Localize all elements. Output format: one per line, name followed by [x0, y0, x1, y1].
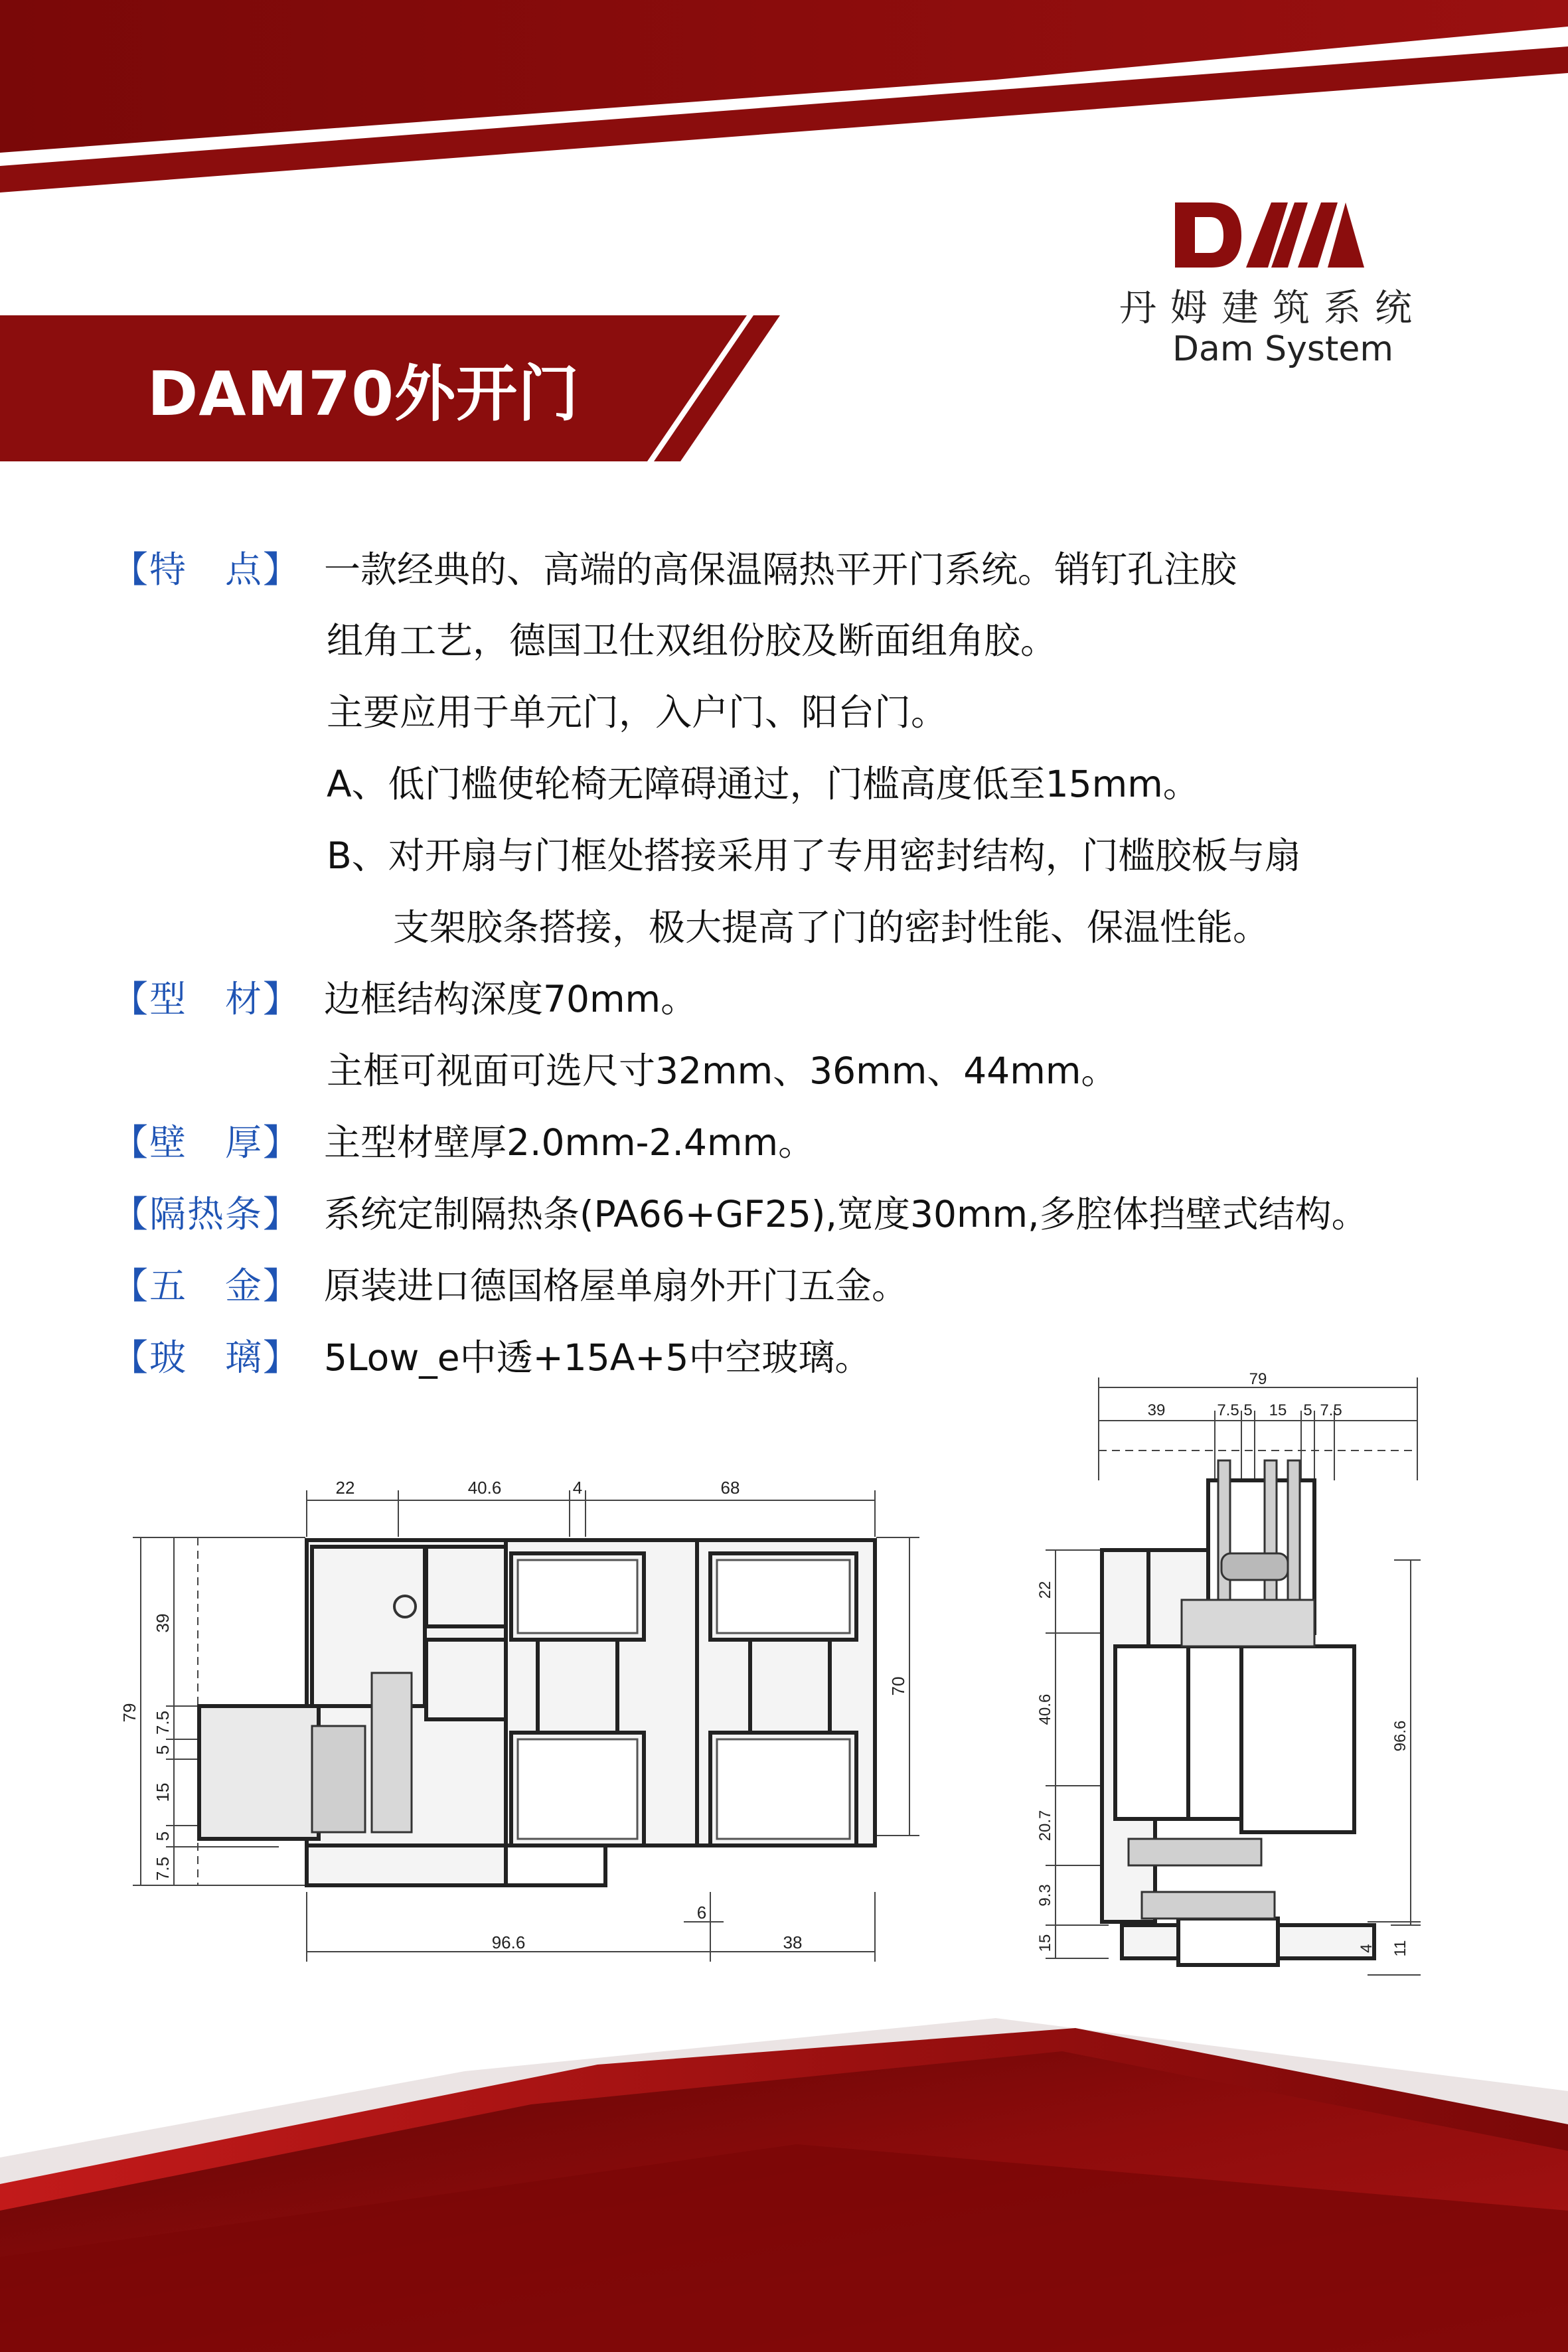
dim-left-79: 79 — [119, 1703, 139, 1723]
feature-row-wu-jin — [112, 1264, 908, 1308]
label-te-dian: 【特 点】 — [112, 548, 301, 591]
dim-right-top-7-5a: 7.5 — [1217, 1401, 1239, 1419]
dim-top-40-6: 40.6 — [467, 1478, 502, 1498]
logo-english-name: Dam System — [1172, 329, 1393, 369]
logo-chinese-name: 丹姆建筑系统 — [1119, 287, 1426, 330]
dim-left-15: 15 — [153, 1782, 173, 1802]
label-wu-jin: 【五 金】 — [112, 1265, 301, 1307]
dim-bottom-38: 38 — [783, 1932, 803, 1952]
te-dian-line-1: 一款经典的、高端的高保温隔热平开门系统。销钉孔注胶 — [324, 548, 1237, 591]
label-xing-cai: 【型 材】 — [112, 978, 301, 1020]
wu-jin-text: 原装进口德国格屋单扇外开门五金。 — [324, 1265, 909, 1307]
dim-right-left-15: 15 — [1036, 1934, 1054, 1952]
label-bi-hou: 【壁 厚】 — [112, 1121, 301, 1164]
ge-re-tiao-text: 系统定制隔热条(PA66+GF25),宽度30mm,多腔体挡壁式结构。 — [324, 1193, 1368, 1235]
dim-left-5a: 5 — [153, 1745, 173, 1755]
te-dian-line-5: B、对开扇与门框处搭接采用了专用密封结构，门槛胶板与扇 — [327, 834, 1301, 877]
right-section-drawing — [1036, 1361, 1434, 1985]
dim-left-7-5a: 7.5 — [153, 1710, 173, 1735]
te-dian-line-4: A、低门槛使轮椅无障碍通过，门槛高度低至15mm。 — [327, 763, 1200, 805]
feature-row-ge-re-tiao — [112, 1192, 1368, 1236]
dim-top-22: 22 — [335, 1478, 355, 1498]
label-bo-li: 【玻 璃】 — [112, 1336, 301, 1379]
dim-left-39: 39 — [153, 1613, 173, 1633]
feature-row-bo-li — [112, 1336, 871, 1379]
dim-left-7-5b: 7.5 — [153, 1856, 173, 1881]
dim-bottom-96-6: 96.6 — [491, 1932, 526, 1952]
dim-right-right-96-6: 96.6 — [1391, 1720, 1409, 1752]
dim-right-left-22: 22 — [1036, 1581, 1054, 1599]
dim-right-top-7-5b: 7.5 — [1320, 1401, 1342, 1419]
dam-logo-mark — [1172, 196, 1371, 272]
dim-left-5b: 5 — [153, 1831, 173, 1842]
bi-hou-text: 主型材壁厚2.0mm-2.4mm。 — [324, 1121, 815, 1164]
dim-right-top-5b: 5 — [1303, 1401, 1312, 1419]
dim-bottom-6: 6 — [696, 1903, 707, 1922]
xing-cai-line-1: 边框结构深度70mm。 — [324, 978, 698, 1020]
dim-right-70: 70 — [888, 1676, 908, 1696]
dim-right-top-15: 15 — [1269, 1401, 1287, 1419]
te-dian-line-3: 主要应用于单元门，入户门、阳台门。 — [327, 691, 948, 734]
left-section-drawing — [113, 1474, 929, 1978]
dim-right-right-11: 11 — [1391, 1940, 1409, 1957]
bo-li-text: 5Low_e中透+15A+5中空玻璃。 — [324, 1336, 872, 1379]
feature-row-bi-hou — [112, 1121, 815, 1164]
dim-right-left-20-7: 20.7 — [1036, 1810, 1054, 1842]
dim-top-4: 4 — [572, 1478, 583, 1498]
te-dian-line-2: 组角工艺，德国卫仕双组份胶及断面组角胶。 — [327, 619, 1058, 662]
label-ge-re-tiao: 【隔热条】 — [112, 1193, 301, 1235]
dim-right-top-79: 79 — [1249, 1370, 1267, 1388]
dim-right-top-39: 39 — [1147, 1401, 1166, 1419]
dim-top-68: 68 — [720, 1478, 740, 1498]
te-dian-line-6: 支架胶条搭接，极大提高了门的密封性能、保温性能。 — [393, 906, 1270, 949]
dim-right-left-40-6: 40.6 — [1036, 1693, 1054, 1725]
page-title: DAM70外开门 — [147, 358, 580, 430]
feature-row-te-dian — [112, 548, 1237, 591]
dim-right-right-4: 4 — [1358, 1944, 1375, 1953]
feature-row-xing-cai — [112, 977, 697, 1021]
xing-cai-line-2: 主框可视面可选尺寸32mm、36mm、44mm。 — [327, 1050, 1118, 1092]
dim-right-top-5a: 5 — [1243, 1401, 1253, 1419]
dim-right-left-9-3: 9.3 — [1036, 1884, 1054, 1907]
